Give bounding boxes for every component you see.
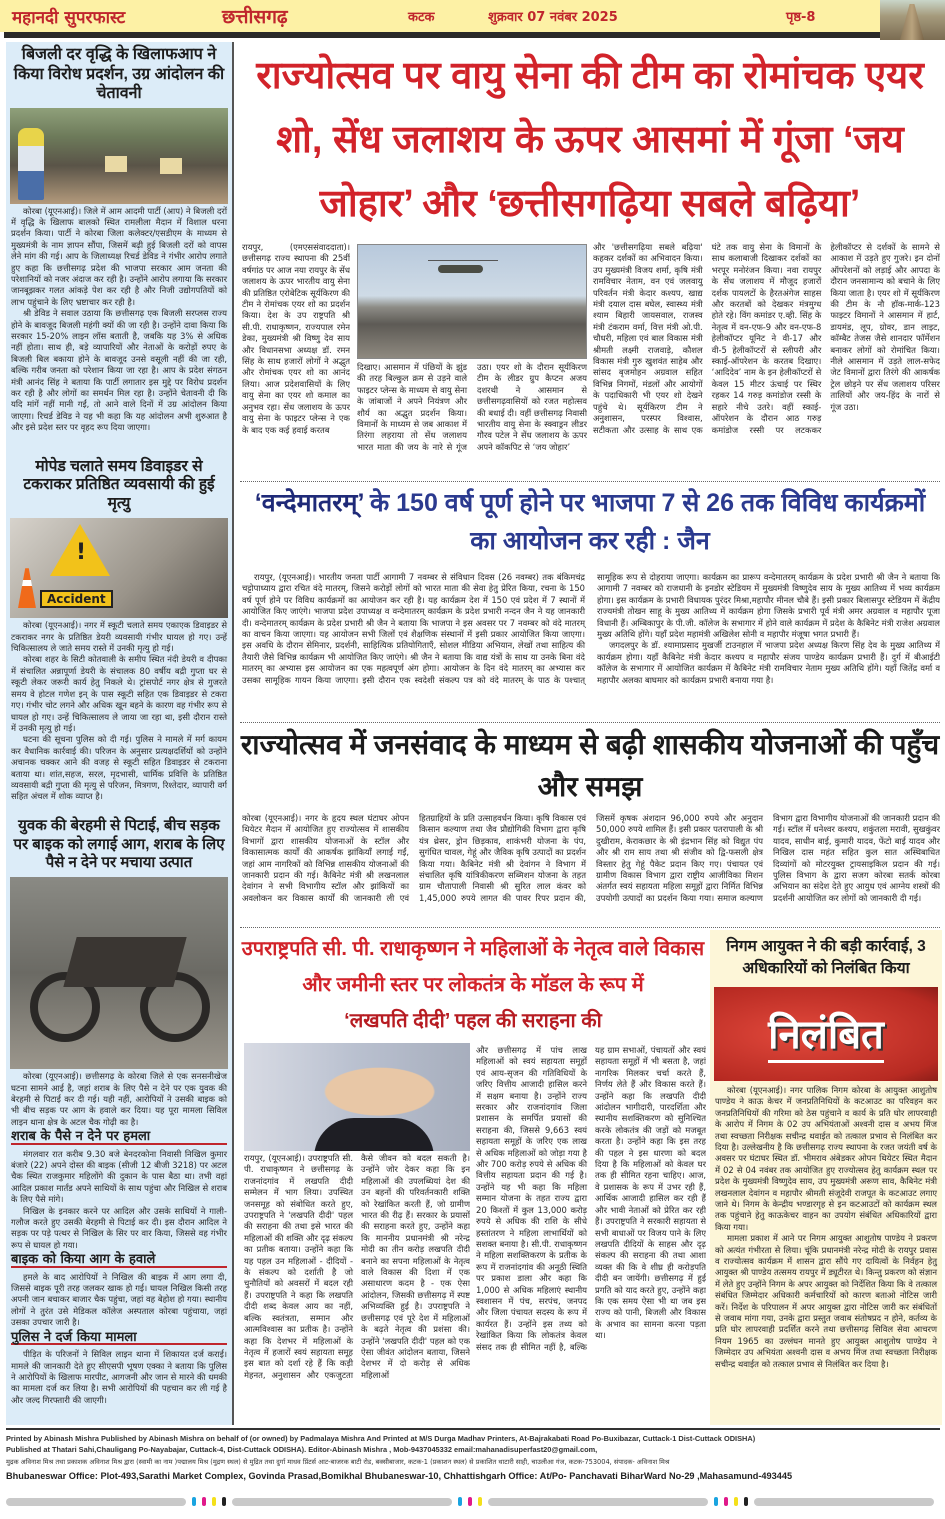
headline-air-show: राज्योत्सव पर वायु सेना की टीम का रोमांचक एयर शो, सेंध जलाशय के ऊपर आसमां में गूंजा ‘जय जोहार’ और ‘छत्तीसगढ़िया सबले बढ़िया’ [256,55,924,225]
airshow-col1: रायपुर, (एमएससंवाददाता)। छत्तीसगढ़ राज्य स्थापना की 25वीं वर्षगांठ पर आज नया रायपुर के सेंध जलाशय के ऊपर भारतीय वायु सेना की प्रतिष्ठित एरोबेटिक सूर्यकिरण की टीम ने रोमांचक एयर शो का प्रदर्शन किया। देश के उप राष्ट्रपति श्री सी.पी. राधाकृष्णन, राज्यपाल रमेन डेका, मुख्यमंत्री श्री विष्णु देव साय और विधानसभा अध्यक्ष डॉ. रमन सिंह के साथ हजारों लोगों ने अद्भुत और रोमांचक एयर शो का आनंद लिया। आज प्रदेशवासियों के लिए वायु सेना का एयर शो कमाल का अनुभव रहा। सेंध जलाशय के ऊपर वायु सेना के फाइटर प्लेन्स ने एक के बाद एक कई हवाई करतब [242,242,350,435]
airshow-under-photo: दिखाए। आसमान में पंछियों के झुंड की तरह बिल्कुल क्रम से उड़ने वाले फाइटर प्लेन्स के माध्यम से वायु सेना के जांबाजों ने अपने नियंत्रण और शौर्य का अद्भुत प्रदर्शन किया। विमानों के माध्यम से जब आकाश में तिरंगा लहराया तो सेंध जलाशय भारत माता की जय के नारे से गूंज उठा। एयर शो के दौरान सूर्यकिरण टीम के लीडर ग्रुप कैप्टन अजय दशरथी ने आसमान से छत्तीसगढ़वासियों को रजत महोत्सव की बधाई दी। वहीं छत्तीसगढ़ निवासी भारतीय वायु सेना के स्क्वाड्रन लीडर गौरव पटेल ने सेंध जलाशय के ऊपर अपने कॉकपिट से ‘जय जोहार’ [357,362,587,452]
separator [240,722,940,723]
newspaper-name: महानदी सुपरफास्ट [12,7,126,28]
headline-nilambit: निगम आयुक्त ने की बड़ी कार्रवाई, 3 अधिकारियों को निलंबित किया [726,938,926,978]
lakhpati-right-text: और छत्तीसगढ़ में पांच लाख महिलाओं को स्वयं सहायता समूहों एवं आय-सृजन की गतिविधियों के जरिए वित्तीय आजादी हासिल करने में सक्षम बनाया है। उन्होंने राज्य सरकार और राजनांदगांव जिला प्रशासन के समर्पित प्रयासों की सराहना की, जिससे 9,663 स्वयं सहायता समूहों के जरिए एक लाख से अधिक महिलाओं को जोड़ा गया है और 700 करोड़ रुपये से अधिक की वित्तीय सहायता प्रदान की गई है। उन्होंने यह भी कहा कि महिला सम्मान योजना के तहत राज्य द्वारा 20 किश्तों में कुल 13,000 करोड़ रुपये से अधिक की राशि के सीधे हस्तांतरण ने महिला लाभार्थियों को सशक्त बनाया है। सी.पी. राधाकृष्णन ने महिला सशक्तिकरण के प्रतीक के रूप में राजनांदगांव की अनूठी स्थिति पर प्रकाश डाला और कहा कि 1,000 से अधिक महिलाएं स्थानीय स्वशासन में पंच, सरपंच, जनपद और जिला पंचायत सदस्य के रूप में कार्यरत हैं। उन्होंने इस तथ्य को रेखांकित किया कि लोकतंत्र केवल संसद तक ही सीमित नहीं है, बल्कि यह ग्राम सभाओं, पंचायतों और स्वयं सहायता समूहों में भी बसता है, जहां नागरिक मिलकर चर्चा करते हैं, निर्णय लेते हैं और विकास करते हैं। उन्होंने कहा कि लखपति दीदी आंदोलन भागीदारी, पारदर्शिता और स्थानीय सशक्तिकरण को सुनिश्चित करके लोकतंत्र की जड़ों को मजबूत करता है। उन्होंने कहा कि इस तरह की पहल ने इस धारणा को बदल दिया है कि महिलाओं को केवल घर तक ही सीमित रहना चाहिए। आज, वे प्रशासक के रूप में उभर रही हैं, आर्थिक आजादी हासिल कर रही हैं और भावी नेताओं को प्रेरित कर रही हैं। उपराष्ट्रपति ने सरकारी सहायता से सभी बाधाओं पर विजय पाने के लिए लखपति दीदियों के साहस और दृढ़ संकल्प की सराहना की तथा आशा व्यक्त की कि वे शीघ्र ही करोड़पति दीदी बन जायेंगी। छत्तीसगढ़ में हुई प्रगति को याद करते हुए, उन्होंने कहा कि एक समय ऐसा भी था जब इस राज्य को पानी, बिजली और विकास के अभाव का सामना करना पड़ता था। [476,1045,706,1352]
subheading: पुलिस ने दर्ज किया मामला [11,1332,227,1345]
headline-part: ‘लखपति दीदी’ पहल की सराहना की [344,1010,602,1032]
suspended-graphic [714,987,938,1081]
separator [240,481,940,482]
headline-part: के 150 वर्ष पूर्ण होने पर भाजपा 7 से 26 तक विविध कार्यक्रमों का आयोजन कर रही : जैन [370,489,926,555]
paragraph: मंगलवार रात करीब 9.30 बजे बेनदरकोना निवासी निखिल कुमार बंजारे (22) अपने दोस्त की बाइक (सीजी 12 बीजी 3218) पर अटल चैक स्थित राजकुमार महिलोंगे की दुकान के पास बैठा था। तभी वहां आदिल प्रकाश मार्तंड अपने साथियों के साथ पहुंचा और निखिल से शराब के लिए पैसे मांगे। [11,1148,227,1205]
airshow-right-columns: और 'छत्तीसगढ़िया सबले बढ़िया' कहकर दर्शकों का अभिवादन किया। उप मुख्यमंत्री विजय शर्मा, कृषि मंत्री रामविचार नेताम, वन एवं जलवायु परिवर्तन मंत्री केदार कश्यप, खाद्य मंत्री दयाल दास बघेल, स्वास्थ्य मंत्री श्याम बिहारी जायसवाल, राजस्व मंत्री टंकराम वर्मा, वित्त मंत्री ओ.पी. चौधरी, महिला एवं बाल विकास मंत्री श्रीमती लक्ष्मी राजवाड़े, कौशल विकास मंत्री गुरु खुशवंत साहेब और सांसद बृजमोहन अग्रवाल सहित विभिन्न निगमों, मंडलों और आयोगों के पदाधिकारी भी एयर शो देखने पहुंचे थे। सूर्यकिरण टीम ने अनुशासन, परस्पर विश्वास, सटीकता और उत्साह के साथ एक घंटे तक वायु सेना के विमानों के साथ कलाबाजी दिखाकर दर्शकों का भरपूर मनोरंजन किया। नवा रायपुर के सेंध जलाशय में मौजूद हजारों दर्शक पायलटों के हैरतअंगेज साहस और करतबों को देखकर मंत्रमुग्ध होते रहे। विंग कमांडर ए.व्ही. सिंह के नेतृत्व में वन-एफ-9 और वन-एफ-8 हेलीकॉप्टर यूनिट ने वी-17 और वी-5 हेलीकॉप्टरों से स्लीपरी और स्काई-ऑपरेशन के करतब दिखाए। ‘आदिदेव’ नाम के इन हेलीकॉप्टरों से केवल 15 मीटर ऊंचाई पर स्थिर रहकर 14 गरुड़ कमांडोज रस्सी के सहारे नीचे उतरे। वहीं स्काई-ऑपरेशन के दौरान आठ गरुड़ कमांडोज रस्सी पर लटककर हेलीकॉप्टर से दर्शकों के सामने से आकाश में उड़ते हुए गुजरे। इन दोनों ऑपरेशनों को लड़ाई और आपदा के दौरान जनसामान्य को बचाने के लिए किया जाता है। एयर शो में सूर्यकिरण की टीम के नौ हॉक-मार्क-123 फाइटर विमानों ने आसमान में हार्ट, डायमंड, लूप, ग्रोवर, डान लाइट, कॉम्बैट तेजस जैसे शानदार फॉर्मेशन बनाकर लोगों को रोमांचित किया। नीले आसमान में उड़ते लाल-सफेद जेट विमानों द्वारा तिरंगे की आकर्षक ट्रेल छोड़ने पर सेंध जलाशय परिसर तालियों और जय-हिंद के नारों से गूंज उठा। [593,242,940,435]
paragraph: घटना की सूचना पुलिस को दी गई। पुलिस ने मामले में मर्ग कायम कर वैधानिक कार्रवाई की। परिजन के अनुसार प्रत्यक्षदर्शियों को उन्होंने अचानक चक्कर आने की वजह से स्कूटी सहित डिवाइडर से टकराना बताया था। शांत,सहज, सरल, मृदभासी, धार्मिक प्रवित्ति के प्रतिष्ठित व्यवसायी बद्री गुप्ता की मृत्यु से परिजन, मित्रगण, रिश्तेदार, व्यापारी वर्ग सहित अंचल में शोक व्याप्त है। [11,734,227,802]
temple-photo [880,0,945,40]
subheading: शराब के पैसे न देने पर हमला [11,1131,227,1144]
header-divider [4,32,880,38]
paragraph: मामला प्रकाश में आने पर निगम आयुक्त आशुतोष पाण्डेय ने प्रकरण को अत्यंत गंभीरता से लिया। चूंकि प्रधानमंत्री नरेन्द्र मोदी के रायपुर प्रवास व राज्योत्सव कार्यक्रम में शासन द्वारा सौंपे गए दायित्वों के निर्वहन हेतु आयुक्त श्री पाण्डेय तत्समय रायपुर में ड्यूटीरत थे। किन्तु प्रकरण को संज्ञान में लेते हुए उन्होंने निगम के अपर आयुक्त को निर्देशित किया कि वे तत्काल संबंधित जिम्मेदार अधिकारी कर्मचारियों को कारण बताओ नोटिस जारी करें। निर्देश के परिपालन में अपर आयुक्त द्वारा नोटिस जारी कर संबंधितों से जवाब मांगा गया, उनके द्वारा प्रस्तुत जवाब संतोषप्रद न होने, कर्तव्य के प्रति घोर लापरवाही प्रदर्शित करने तथा छत्तीसगढ़ सिविल सेवा आचरण नियम 1965 का उल्लंघन मानते हुए आयुक्त आशुतोष पाण्डेय ने जिम्मेदार उप अभियंता अश्वनी दास व अभय मिंज तथा स्वच्छता निरीक्षक सचीन्द्र थवाईत को तत्काल प्रभाव से निलंबित कर दिया है। [715,1233,937,1369]
helicopter-icon [438,265,483,273]
paragraph: कोरबा (यूएनआई)। नगर में स्कूटी चलाते समय एकाएक डिवाइडर से टकराकर नगर के प्रतिष्ठित डेयरी व्यवसायी गंभीर घायल हो गए। उन्हें चिकित्सालय ले जाते समय रास्ते में उनकी मृत्यु हो गई। [11,620,227,654]
article-moped-body [6,620,232,814]
imprint-footer [6,1428,940,1482]
protest-photo [10,108,228,204]
nilambit-box [710,930,942,1425]
article-assault-body [6,1071,232,1443]
headline-part: ‘वन्देमातरम्’ [254,489,364,517]
office-addresses: Bhubaneswar Office: Plot-493,Sarathi Market Complex, Govinda Prasad,Bomikhal Bhubaneswar-10, Chhattishgarh Office: At/Po- Panchavati BiharWard No-29 ,Mahasamund-493445 [6,1471,793,1481]
registration-bar [6,1497,940,1506]
burnt-bike-photo [10,877,228,1069]
edition-city: कटक [408,10,435,25]
lakhpati-left-text: रायपुर, (यूएनआई)। उपराष्ट्रपति सी. पी. राधाकृष्णन ने छत्तीसगढ़ के राजनांदगांव में लखपति दीदी सम्मेलन में भाग लिया। उपस्थित जनसमूह को संबोधित करते हुए, उपराष्ट्रपति ने 'लखपति दीदी' पहल की सराहना की तथा इसे भारत की महिलाओं की शक्ति और दृढ़ संकल्प का प्रतीक बताया। उन्होंने कहा कि यह पहल उन महिलाओं - दीदियों - के संकल्प को दर्शाती है जो चुनौतियों को अवसरों में बदल रही हैं। उपराष्ट्रपति ने कहा कि लखपति दीदी शब्द केवल आय का नहीं, बल्कि स्वतंत्रता, सम्मान और आत्मविश्वास का प्रतीक है। उन्होंने कहा कि देशभर में महिलाओं के नेतृत्व में हजारों स्वयं सहायता समूह इस बात को दर्शा रहे हैं कि कड़ी मेहनत, अनुशासन और एकजुटता कैसे जीवन को बदल सकती है। उन्होंने जोर देकर कहा कि इन महिलाओं की उपलब्धियां देश की उन बहनों की परिवर्तनकारी शक्ति को रेखांकित करती हैं, जो ग्रामीण भारत की रीढ़ हैं। सरकार के प्रयासों की सराहना करते हुए, उन्होंने कहा कि माननीय प्रधानमंत्री श्री नरेन्द्र मोदी का तीन करोड़ लखपति दीदी बनाने का सपना महिलाओं के नेतृत्व वाले विकास की दिशा में एक असाधारण कदम है - एक ऐसा आंदोलन, जिसकी छत्तीसगढ़ में स्पष्ट अभिव्यक्ति हुई है। उपराष्ट्रपति ने छत्तीसगढ़ एवं पूरे देश में महिलाओं के बढ़ते नेतृत्व की प्रशंसा की। उन्होंने 'लखपति दीदी' पहल को एक ऐसा जीवंत आंदोलन बताया, जिसने देशभर में दो करोड़ से अधिक महिलाओं [244,1153,470,1380]
headline-moped-accident: मोपेड चलाते समय डिवाइडर से टकराकर प्रतिष्ठित व्यवसायी की हुई मृत्यु [23,457,215,513]
separator [240,927,940,928]
left-column [6,42,234,1425]
article-janasamvad-body: कोरबा (यूएनआई)। नगर के हृदय स्थल घंटाघर ओपन थियेटर मैदान में आयोजित हुए राज्योत्सव में शासकीय विभागों द्वारा शासकीय योजनाओं के स्टॉल और विकासात्मक कार्यों की आकर्षक झांकियाँ लगाई गईं, जहां आम नागरिकों को विभिन्न शासकीय योजनाओं की जानकारी प्रदान की गई। कैबिनेट मंत्री श्री लखनलाल देवांगन ने सभी विभागीय स्टॉल और झांकियों का अवलोकन कर विकास कार्यों की जानकारी ली एवं हितग्राहियों के प्रति उत्साहवर्धन किया। कृषि विकास एवं किसान कल्याण तथा जैव प्रौद्योगिकी विभाग द्वारा कृषि यंत्र थ्रेसर, ड्रोन छिड़काव, शाकंभरी योजना के पंप, सुगंधित चावल, गेहूं और जैविक कृषि उत्पादों का प्रदर्शन किया गया। कैबिनेट मंत्री श्री देवांगन ने विभाग में संचालित कृषि यांत्रिकीकरण सब्मिशन योजना के तहत ग्राम चौतापाली निवासी श्री सुरित लाल कंवर को 1,45,000 रुपये लागत की पावर रिपर प्रदान की, जिसमें कृषक अंशदान 96,000 रुपये और अनुदान 50,000 रुपये शामिल हैं। इसी प्रकार पतरापाली के श्री दुखीराम, केराकछार के श्री इंद्रभान सिंह को विद्युत पंप और श्री राम साय तथा श्री संजीव को द्वि-फसली क्षेत्र विस्तार हेतु गेहूं पैकेट प्रदान किए गए। पंचायत एवं ग्रामीण विकास विभाग द्वारा राष्ट्रीय आजीविका मिशन अंतर्गत स्वयं सहायता महिला समूहों द्वारा निर्मित विभिन्न उपयोगी उत्पादों का प्रदर्शन किया गया। समाज कल्याण विभाग द्वारा विभागीय योजनाओं की जानकारी प्रदान की गई। स्टॉल में धनेश्वर कश्यप, शकुंतला मरावी, सुखकुंवर यादव, साधीन बाई, कुमारी यादव, फेंटो बाई यादव और निखिल दास महंत सहित कुल सात अस्थिबाधित दिव्यांगों को मोटरयुक्त ट्रायसाइकिल प्रदान की गई। पुलिस विभाग के द्वारा सजग कोरबा सतर्क कोरबा अभियान का संदेश देते हुए आयुध एवं आग्नेय शस्त्रों की प्रदर्शनी आयोजित कर लोगों को जानकारी दी गई। [242,813,940,903]
paragraph: हमले के बाद आरोपियों ने निखिल की बाइक में आग लगा दी, जिससे बाइक पूरी तरह जलकर खाक हो गई। घायल निखिल किसी तरह अपनी जान बचाकर बाजार चैक पहुंचा, जहां वह बेहोश हो गया। स्थानीय लोगों ने तुरंत उसे मेडिकल कॉलेज अस्पताल कोरबा पहुंचाया, जहां उसका उपचार जारी है। [11,1271,227,1328]
masthead [0,0,880,32]
page-number: पृष्ठ-8 [786,10,816,25]
paragraph: पीड़ित के परिजनों ने सिविल लाइन थाना में शिकायत दर्ज कराई। मामले की जानकारी देते हुए सीएसपी भूषण एक्का ने बताया कि पुलिस ने आरोपियों के खिलाफ मारपीट, आगजनी और जान से मारने की धमकी का मामला दर्ज कर लिया है। सभी आरोपियों की पहचान कर ली गई है और जल्द गिरफ्तारी की जाएगी। [11,1349,227,1405]
paragraph: कोरबा शहर के सिटी कोतवाली के समीप स्थित नंदी डेयरी व दीपका में संचालित अन्नापूर्णा डेयरी के संचालक 80 वर्षीय बद्री गुप्ता घर से स्कूटी लेकर जरूरी कार्य हेतु निकले थे। ट्रांसपोर्ट नगर क्षेत्र से गुजरते समय वे होटल गणेश इन् के पास स्कूटी सहित एक डिवाइडर से टकरा गए। गंभीर चोट लगने और अधिक खून बहने के कारण वह गंभीर रूप से घायल हो गए। उन्हें चिकित्सालय ले जाया जा रहा था, इसी दौरान रास्ते में उनकी मृत्यु हो गई। [11,654,227,733]
imprint-line: Published at Thatari Sahi,Chauligang Po-Nayabajar, Cuttack-4, Dist-Cuttack ODISHA). Editor-Abinash Mishra , Mob-9437045332 email:mahanadisuperfast20@gmail.com, [6,1445,598,1454]
headline-youth-assault: युवक की बेरहमी से पिटाई, बीच सड़क पर बाइक को लगाई आग, शराब के लिए पैसे न देने पर मचाया उत्पात [13,817,225,871]
imprint-line: Printed by Abinash Mishra Published by Abinash Mishra on behalf of (or owned) by Padmalaya Mishra And Printed at M/S Durga Madhav Printers, At-Bajrakabati Road Po-Buxibazar, Cuttack-1 Dist-Cuttack ODISHA) [6,1434,756,1443]
article-aap-protest-body [6,206,232,456]
suspended-graphic-text: निलंबित [768,1005,884,1063]
issue-date: शुक्रवार 07 नवंबर 2025 [488,10,618,25]
paragraph: जगदलपुर के डॉ. श्यामाप्रसाद मुखर्जी टाउनहाल में भाजपा प्रदेश अध्यक्ष किरण सिंह देव के मुख्य आतिथ्य में कार्यक्रम होगा। यहाँ कैबिनेट मंत्री केदार कश्यप व महापौर संजय पाण्डेय कार्यक्रम प्रभारी हैं। दुर्ग में बीआईटी कॉलेज के सभागार में आयोजित कार्यक्रम में कैबिनेट मंत्री रामविचार नेताम मुख्य अतिथि होंगे। यहाँ जितेंद्र वर्मा व महापौर अलका बाघमार को कार्यक्रम प्रभारी बनाया गया है। [597,640,940,685]
headline-part: उपराष्ट्रपति सी. पी. राधाकृष्णन ने महिलाओं के नेतृत्व वाले विकास और जमीनी स्तर पर लोकतंत्र के मॉडल के रूप में [241,938,705,996]
headline-janasamvad: राज्योत्सव में जनसंवाद के माध्यम से बढ़ी शासकीय योजनाओं की पहुँच और समझ [240,729,940,802]
paragraph: कोरबा (यूएनआई)। नगर पालिक निगम कोरबा के आयुक्त आशुतोष पाण्डेय ने काऊ केचर में जनप्रतिनिधियों के कटआउट का परिवहन कर जनप्रतिनिधियों की गरिमा को ठेस पहुंचाने व कार्य के प्रति घोर लापरवाही के आरोप में निगम के 02 उप अभियंताओं अश्वनी दास व अभय मिंज तथा स्वच्छता निरीक्षक सचीन्द्र थवाईत को तत्काल प्रभाव से निलंबित कर दिया है। उल्लेखनीय है कि छत्तीसगढ़ राज्य स्थापना के रजत जयंती वर्ष के अवसर पर घंटाघर स्थित डॉ. भीमराव अंबेडकर ओपन थियेटर स्थित मैदान में 02 से 04 नवंबर तक आयोजित हुए राज्योत्सव हेतु कार्यक्रम स्थल पर प्रदेश के मुख्यमंत्री विष्णुदेव साय, उप मुख्यमंत्री अरूण साव, कैबिनेट मंत्री लखनलाल देवांगन व महापौर श्रीमती संजूदेवी राजपूत के कटआउट लगाए जाने थे। निगम के केन्द्रीय भण्डारगृह से इन कटआउटों को कार्यक्रम स्थल तक पहुंचाने हेतु काऊकेचर वाहन का उपयोग संबंधित अधिकारियों द्वारा किया गया। [715,1084,937,1232]
accident-sign: Accident [40,590,113,608]
headline-vande-mataram [240,484,940,560]
article-vande-body [242,572,940,720]
paragraph: कोरबा (यूएनआई)। छत्तीसगढ़ के कोरबा जिले से एक सनसनीखेज घटना सामने आई है, जहां शराब के लिए पैसे न देने पर एक युवक की बेरहमी से पिटाई कर दी गई। यही नहीं, आरोपियों ने उसकी बाइक को भी बीच सड़क पर आग के हवाले कर दिया। यह पूरा मामला सिविल लाइन थाना क्षेत्र के अटल चैक गोढ़ी का है। [11,1071,227,1127]
paragraph: निखिल के इनकार करने पर आदिल और उसके साथियों ने गाली-गलौज करते हुए उसकी बेरहमी से पिटाई कर दी। इस दौरान आदिल ने सड़क पर पड़े पत्थर से निखिल के सिर पर वार किया, जिससे वह गंभीर रूप से घायल हो गया। [11,1205,227,1250]
edition-state: छत्तीसगढ़ [222,6,288,28]
vice-president-photo [244,1043,470,1151]
imprint-hindi: मुद्रक अविनाश मिश्र तथा प्रकाशक अविनाश मिश्र द्वारा (स्वामी का नाम )पद्मालय मिश्र (मुद्रण स्थल) से मुद्रित तथा दुर्गा माधव प्रिंटर्स आट-बाजरक बाटी रोड, बक्सीबाजार, कटक-1 (प्रकाशन स्थल) से प्रकाशित थाटारी साही, चाउलीआ गंज, कटक-753004, संपादक- अविनाश मिश्र [6,1458,670,1466]
headline-lakhpati-didi [240,931,706,1039]
subheading: बाइक को किया आग के हवाले [11,1254,227,1267]
paragraph: कोरबा (यूएनआई)। जिले में आम आदमी पार्टी (आप) ने बिजली दरों में वृद्धि के खिलाफ बालको स्थित रामलीला मैदान में विशाल धरना प्रदर्शन किया। पार्टी ने कोरबा जिला कलेक्टर/एसडीएम के माध्यम से मुख्यमंत्री के नाम ज्ञापन सौंपा, जिसमें बढ़ी हुई बिजली दरों को वापस लेने मांग की गई। आप के जिलाध्यक्ष रिचर्ड डेविड ने गंभीर आरोप लगाते हुए कहा कि छत्तीसगढ़ प्रदेश की भाजपा सरकार आम जनता की परेशानियों को नजर अंदाज कर रही है। उन्होंने आरोप लगाया कि सरकार जानबूझकर गलत आंकड़े पेश कर रही है और निजी उद्योगपतियों को लाभ पहुंचाने के लिए भ्रष्टाचार कर रही है। [11,205,227,307]
accident-photo: ! Accident [10,518,228,618]
helicopter-crowd-photo [357,244,587,359]
article-nilambit-body [710,1083,942,1419]
headline-aap-protest: बिजली दर वृद्धि के खिलाफआप ने किया विरोध प्रदर्शन, उग्र आंदोलन की चेतावनी [13,46,225,103]
paragraph: श्री डेविड ने सवाल उठाया कि छत्तीसगढ़ एक बिजली सरप्लस राज्य होने के बावजूद बिजली महंगी क्यों की जा रही है। उन्होंने दावा किया कि सरकार 15-20% लाइन लॉस बताती है, जबकि यह 3% से अधिक नहीं होता। साथ ही, बड़े व्यापारियों और नेताओं के करोड़ों रुपए के बिजली बिल बकाया होने के बावजूद उनसे वसूली नहीं की जा रही, बल्कि गरीब जनता को परेशान किया जा रहा है। आप के प्रदेश संगठन मंत्री आनंद सिंह ने बताया कि पार्टी लगातार इस मुद्दे पर विरोध प्रदर्शन कर रही है और लोगों का समर्थन मिल रहा है। उन्होंने चेतावनी दी कि यदि मांगें नहीं मानी गईं, तो आने वाले दिनों में उग्र आंदोलन किया जाएगा। रिचर्ड डेविड ने यह भी कहा कि यह आंदोलन अभी शुरुआत है और इसे प्रदेश स्तर पर वृहद रूप दिया जाएगा। [11,308,227,433]
paragraph: रायपुर, (यूएनआई)। भारतीय जनता पार्टी आगामी 7 नवम्बर से संविधान दिवस (26 नवम्बर) तक बंकिमचंद्र चट्टोपाध्याय द्वारा रचित वंदे मातरम्, जिसने करोड़ों लोगों को भारत माता की सेवा हेतु प्रेरित किया, रचना के 150 वर्ष पूर्ण होने पर विविध कार्यक्रमों का आयोजन कर रही है। यह कार्यक्रम देश में 150 एवं प्रदेश में 7 स्थानों में आयोजित किए जाएंगे। भाजपा प्रदेश उपाध्यक्ष व वन्देमातरम् कार्यक्रम के प्रदेश प्रभारी नन्दन जैन ने यह जानकारी दी। वन्देमातरम् कार्यक्रम के प्रदेश प्रभारी श्री जैन ने बताया कि भाजपा ने इस अवसर पर 7 नवम्बर को वंदे मातरम् का वाचन किया जाएगा। यह आयोजन सभी जिलों एवं शैक्षणिक संस्थानों में इसी प्रकार आयोजित किया जाएगा। इस अवधि के दौरान सेमिनार, प्रदर्शनी, साहित्यिक प्रतियोगिताएँ, सोशल मीडिया अभियान, लेखों तथा साहित्य की तैयारी जैसे विभिन्न कार्यक्रम भी आयोजित किए जाएंगे। श्री जैन ने बताया कि वाद्य यंत्रों के साथ या उनके बिना वंदे मातरम् का अभ्यास इस आयोजन का एक महत्वपूर्ण अंग होगा। आयोजन के दिन वंदे मातरम् का अभ्यास कर उसका सामूहिक गायन किया जाएगा। इसी दौरान एक स्वदेशी संकल्प पत्र को वंदे मातरम् के पाठ के पश्चात् सामूहिक रूप से दोहराया जाएगा। कार्यक्रम का प्रारूप वन्देमातरम् कार्यक्रम के प्रदेश प्रभारी श्री जैन ने बताया कि आगामी 7 नवम्बर को राजधानी के इनडोर स्टेडियम में मुख्यमंत्री विष्णुदेव साय के मुख्य आतिथ्य में भव्य कार्यक्रम होगा। इस कार्यक्रम के प्रभारी विधायक पुरंदर मिश्रा,महापौर मीनल चौबे हैं। इसी प्रकार बिलासपुर स्टेडियम में केंद्रीय राज्यमंत्री तोखन साहू के मुख्य आतिथ्य में कार्यक्रम होगा जिसके प्रभारी पूर्व मंत्री अमर अग्रवाल व महापौर पूजा विधानी हैं। अम्बिकापुर के पी.जी. कॉलेज के सभागार में होने वाले कार्यक्रम में प्रदेश के कैबिनेट मंत्री राजेश अग्रवाल मुख्य अतिथि होंगे। यहाँ प्रदेश महामंत्री अखिलेश सोनी व महापौर मंजूषा भगत प्रभारी हैं। [242,572,940,685]
